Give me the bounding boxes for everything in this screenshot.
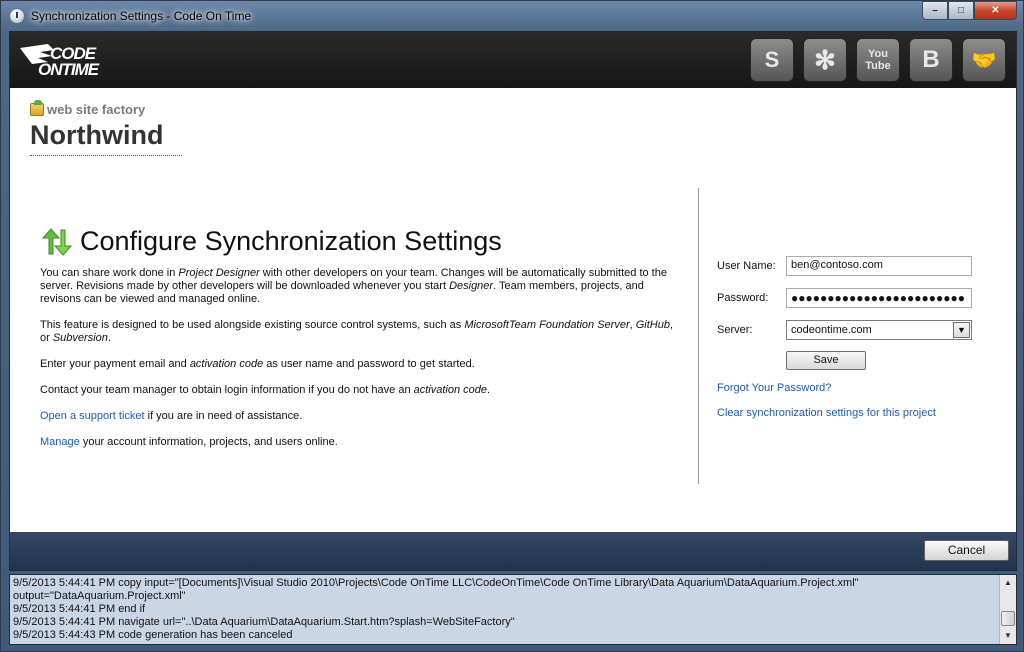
vertical-divider [698,188,699,484]
stack-icon[interactable]: S [750,38,794,82]
youtube-icon[interactable]: You Tube [856,38,900,82]
page-title: Northwind [30,120,182,156]
breadcrumb-label: web site factory [47,102,146,117]
app-header [10,32,1016,88]
scroll-thumb[interactable] [1001,611,1015,626]
title-bar[interactable] [1,1,1023,31]
username-label: User Name: [717,260,776,272]
feature-paragraph: This feature is designed to be used alongside existing source control systems, such as MicrosoftTeam Foundation Server, GitHub, or Subversion. [40,319,674,344]
support-ticket-link[interactable]: Open a support ticket [40,410,145,422]
server-label: Server: [717,324,753,336]
breadcrumb[interactable] [30,102,145,117]
blogger-icon[interactable]: B [909,38,953,82]
folder-icon [30,103,44,116]
minimize-button[interactable]: – [922,1,948,20]
main-content [40,226,680,462]
code-on-time-logo[interactable] [18,38,118,82]
heading-text: Configure Synchronization Settings [80,226,502,256]
window-controls [922,1,1017,20]
username-field[interactable]: ben@contoso.com [786,256,972,276]
intro-paragraph: You can share work done in Project Designer with other developers on your team. Changes will be automatically submitted to the server. Revisions made by other developers will be downloaded whenever you start Designer. Team members, projects, and revisons can be viewed and managed online. [40,267,667,305]
social-links [750,38,1006,82]
password-field[interactable]: ●●●●●●●●●●●●●●●●●●●●●●●● [786,288,972,308]
maximize-button[interactable]: □ [948,1,974,20]
log-line: 9/5/2013 5:44:41 PM copy input="[Documents]\Visual Studio 2010\Projects\Code OnTime LLC\CodeOnTime\Code OnTime Library\Data Aquarium\DataAquarium.Project.xml" [13,577,859,589]
manage-link[interactable]: Manage [40,436,80,448]
footer-bar [10,532,1016,571]
support-paragraph: Open a support ticket if you are in need of assistance. [40,410,303,422]
log-line: output="DataAquarium.Project.xml" [13,590,186,602]
logo-line-2: ONTIME [38,60,99,79]
form-links [717,382,936,432]
log-line: 9/5/2013 5:44:43 PM code generation has been canceled [13,629,293,641]
section-heading [40,226,680,257]
server-selected-value: codeontime.com [791,324,872,336]
chevron-down-icon[interactable]: ▼ [953,322,970,338]
handshake-icon[interactable]: 🤝 [962,38,1006,82]
pinwheel-icon[interactable]: ✻ [803,38,847,82]
log-line: 9/5/2013 5:44:41 PM navigate url="..\Data Aquarium\DataAquarium.Start.htm?splash=WebSiteFactory" [13,616,515,628]
scroll-up-icon[interactable]: ▲ [1004,578,1012,587]
scroll-down-icon[interactable]: ▼ [1004,631,1012,640]
save-button[interactable]: Save [786,351,866,370]
log-scrollbar[interactable] [999,575,1016,644]
login-form [717,256,997,384]
instructions-paragraph: Enter your payment email and activation code as user name and password to get started. [40,358,475,370]
client-area [9,31,1017,571]
output-log[interactable] [9,574,1017,645]
cancel-button[interactable]: Cancel [924,540,1009,561]
server-select[interactable] [786,320,972,340]
sync-arrows-icon [40,228,74,256]
contact-paragraph: Contact your team manager to obtain login information if you do not have an activation code. [40,384,491,396]
close-button[interactable]: ✕ [974,1,1017,20]
log-line: 9/5/2013 5:44:41 PM end if [13,603,146,615]
log-lines [13,577,998,642]
forgot-password-link[interactable]: Forgot Your Password? [717,382,832,394]
window-title: Synchronization Settings - Code On Time [31,9,252,23]
manage-paragraph: Manage your account information, projects, and users online. [40,436,338,448]
clear-settings-link[interactable]: Clear synchronization settings for this project [717,407,936,419]
clock-icon [9,8,25,24]
logo-line-1: CODE [50,44,96,63]
password-label: Password: [717,292,769,304]
